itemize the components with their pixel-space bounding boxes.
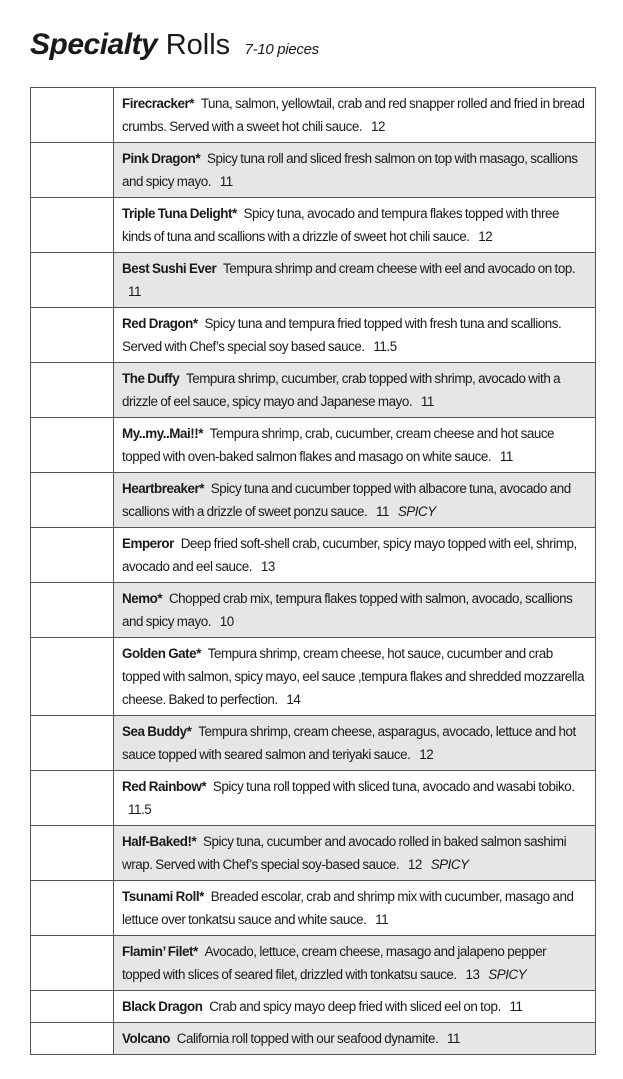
row-blank-cell [31,716,114,770]
row-blank-cell [31,198,114,252]
row-blank-cell [31,638,114,715]
item-name: Red Dragon* [122,316,198,331]
item-name: Pink Dragon* [122,151,201,166]
item-price: 11 [375,912,389,927]
item-name: Sea Buddy* [122,724,192,739]
item-name: The Duffy [122,371,180,386]
table-row [30,253,596,308]
spicy-tag: SPICY [430,857,469,872]
item-description: Spicy tuna and cucumber topped with albacore tuna, avocado and scallions with a drizzle of sweet ponzu sauce. [122,481,571,519]
item-price: 12 [370,119,385,134]
menu-item [114,638,595,715]
menu-item [114,528,595,582]
table-row [30,1023,596,1055]
table-row [30,143,596,198]
item-name: Volcano [122,1031,170,1046]
table-row [30,363,596,418]
row-blank-cell [31,991,114,1022]
table-row [30,473,596,528]
subtitle-piece-count: 7-10 pieces [244,41,319,58]
item-description: Breaded escolar, crab and shrimp mix with cucumber, masago and lettuce over tonkatsu sauce and white sauce. [122,889,574,927]
item-name: Black Dragon [122,999,203,1014]
row-blank-cell [31,1023,114,1054]
menu-item [114,583,595,637]
item-name: Best Sushi Ever [122,261,217,276]
item-description: Tempura shrimp, cucumber, crab topped with shrimp, avocado with a drizzle of eel sauce, spicy mayo and Japanese mayo. [122,371,561,409]
table-row [30,418,596,473]
item-price: 13 [465,967,480,982]
item-description: Spicy tuna and tempura fried topped with fresh tuna and scallions. Served with Chef’s special soy based sauce. [122,316,562,354]
item-name: My..my..Mai!!* [122,426,203,441]
item-name: Tsunami Roll* [122,889,204,904]
table-row [30,716,596,771]
item-price: 11 [376,504,390,519]
item-description: Avocado, lettuce, cream cheese, masago and jalapeno pepper topped with slices of seared filet, drizzled with tonkatsu sauce. [122,944,547,982]
item-name: Firecracker* [122,96,195,111]
item-price: 12 [407,857,422,872]
item-description: Spicy tuna roll topped with sliced tuna, avocado and wasabi tobiko. [212,779,575,794]
row-blank-cell [31,528,114,582]
menu-item [114,198,595,252]
item-name: Nemo* [122,591,163,606]
item-description: Spicy tuna, cucumber and avocado rolled in baked salmon sashimi wrap. Served with Chef’s special soy-based sauce. [122,834,567,872]
row-blank-cell [31,143,114,197]
item-price: 12 [478,229,493,244]
item-price: 11 [509,999,523,1014]
table-row [30,638,596,716]
title-word-specialty: Specialty [30,28,158,61]
item-price: 11.5 [128,802,152,817]
item-price: 11.5 [373,339,397,354]
item-description: California roll topped with our seafood dynamite. [176,1031,439,1046]
item-name: Heartbreaker* [122,481,204,496]
menu-item [114,88,595,142]
row-blank-cell [31,418,114,472]
item-name: Golden Gate* [122,646,201,661]
row-blank-cell [31,771,114,825]
item-description: Tempura shrimp and cream cheese with eel and avocado on top. [223,261,576,276]
item-description: Tuna, salmon, yellowtail, crab and red snapper rolled and fried in bread crumbs. Served with a sweet hot chili sauce. [122,96,585,134]
menu-table [30,87,596,1055]
table-row [30,826,596,881]
menu-item [114,991,595,1022]
item-price: 11 [420,394,434,409]
row-blank-cell [31,936,114,990]
row-blank-cell [31,88,114,142]
menu-item [114,253,595,307]
item-name: Half-Baked!* [122,834,197,849]
spicy-tag: SPICY [488,967,527,982]
item-description: Deep fried soft-shell crab, cucumber, spicy mayo topped with eel, shrimp, avocado and eel sauce. [122,536,577,574]
table-row [30,88,596,143]
table-row [30,936,596,991]
item-description: Spicy tuna, avocado and tempura flakes topped with three kinds of tuna and scallions with a drizzle of sweet hot chili sauce. [122,206,559,244]
item-price: 11 [128,284,141,299]
menu-item [114,771,595,825]
item-name: Emperor [122,536,174,551]
row-blank-cell [31,473,114,527]
table-row [30,198,596,253]
item-description: Tempura shrimp, cream cheese, asparagus, avocado, lettuce and hot sauce topped with seared salmon and teriyaki sauce. [122,724,576,762]
item-price: 11 [447,1031,461,1046]
menu-item [114,473,595,527]
item-description: Spicy tuna roll and sliced fresh salmon on top with masago, scallions and spicy mayo. [122,151,578,189]
item-description: Tempura shrimp, crab, cucumber, cream cheese and hot sauce topped with oven-baked salmon flakes and masago on white sauce. [122,426,555,464]
menu-item [114,363,595,417]
item-price: 13 [260,559,275,574]
table-row [30,308,596,363]
row-blank-cell [31,826,114,880]
row-blank-cell [31,308,114,362]
table-row [30,528,596,583]
menu-item [114,716,595,770]
spicy-tag: SPICY [397,504,436,519]
row-blank-cell [31,881,114,935]
table-row [30,991,596,1023]
item-description: Tempura shrimp, cream cheese, hot sauce, cucumber and crab topped with salmon, spicy mayo, eel sauce ,tempura flakes and shredded mozzarella cheese. Baked to perfection. [122,646,584,707]
page-title [30,28,319,62]
menu-item [114,936,595,990]
item-price: 11 [219,174,233,189]
row-blank-cell [31,253,114,307]
table-row [30,881,596,936]
menu-item [114,143,595,197]
menu-item [114,1023,595,1054]
menu-item [114,308,595,362]
menu-item [114,826,595,880]
title-word-rolls: Rolls [165,29,231,61]
item-name: Flamin’ Filet* [122,944,198,959]
table-row [30,771,596,826]
item-description: Chopped crab mix, tempura flakes topped with salmon, avocado, scallions and spicy mayo. [122,591,573,629]
item-name: Triple Tuna Delight* [122,206,237,221]
row-blank-cell [31,363,114,417]
item-name: Red Rainbow* [122,779,207,794]
table-row [30,583,596,638]
item-price: 12 [419,747,434,762]
item-price: 11 [499,449,513,464]
menu-item [114,881,595,935]
row-blank-cell [31,583,114,637]
item-description: Crab and spicy mayo deep fried with sliced eel on top. [209,999,501,1014]
item-price: 10 [219,614,234,629]
item-price: 14 [286,692,301,707]
menu-item [114,418,595,472]
